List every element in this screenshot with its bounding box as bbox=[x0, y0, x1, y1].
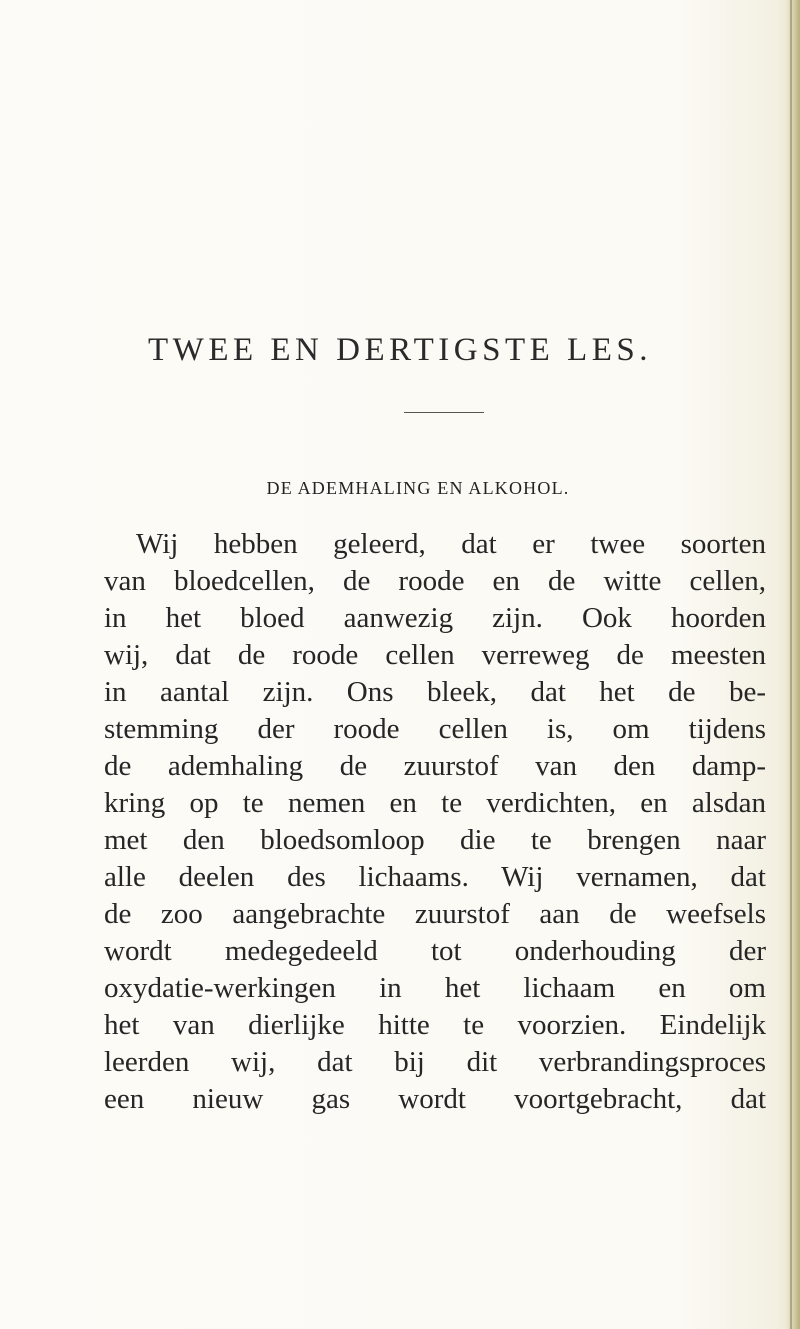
text-line: in het bloed aanwezig zijn. Ook hoorden bbox=[104, 602, 766, 634]
page-spine-shadow bbox=[786, 0, 800, 1329]
text-line: leerden wij, dat bij dit verbrandingsproces bbox=[104, 1046, 766, 1078]
text-line: met den bloedsomloop die te brengen naar bbox=[104, 824, 766, 856]
chapter-title: TWEE EN DERTIGSTE LES. bbox=[148, 332, 652, 368]
text-line: oxydatie-werkingen in het lichaam en om bbox=[104, 972, 766, 1004]
text-line: het van dierlijke hitte te voorzien. Eindelijk bbox=[104, 1009, 766, 1041]
text-line: de zoo aangebrachte zuurstof aan de weefsels bbox=[104, 898, 766, 930]
text-line: wij, dat de roode cellen verreweg de meesten bbox=[104, 639, 766, 671]
text-line: wordt medegedeeld tot onderhouding der bbox=[104, 935, 766, 967]
page-spine-line bbox=[790, 0, 792, 1329]
text-line: een nieuw gas wordt voortgebracht, dat bbox=[104, 1083, 766, 1115]
text-line: in aantal zijn. Ons bleek, dat het de be- bbox=[104, 676, 766, 708]
text-line: stemming der roode cellen is, om tijdens bbox=[104, 713, 766, 745]
text-line: Wij hebben geleerd, dat er twee soorten bbox=[136, 528, 766, 560]
text-line: alle deelen des lichaams. Wij vernamen, dat bbox=[104, 861, 766, 893]
title-divider bbox=[404, 412, 484, 413]
text-line: de ademhaling de zuurstof van den damp- bbox=[104, 750, 766, 782]
body-paragraph bbox=[104, 526, 766, 1118]
text-line: van bloedcellen, de roode en de witte cellen, bbox=[104, 565, 766, 597]
text-line: kring op te nemen en te verdichten, en alsdan bbox=[104, 787, 766, 819]
section-title: DE ADEMHALING EN ALKOHOL. bbox=[266, 478, 570, 498]
